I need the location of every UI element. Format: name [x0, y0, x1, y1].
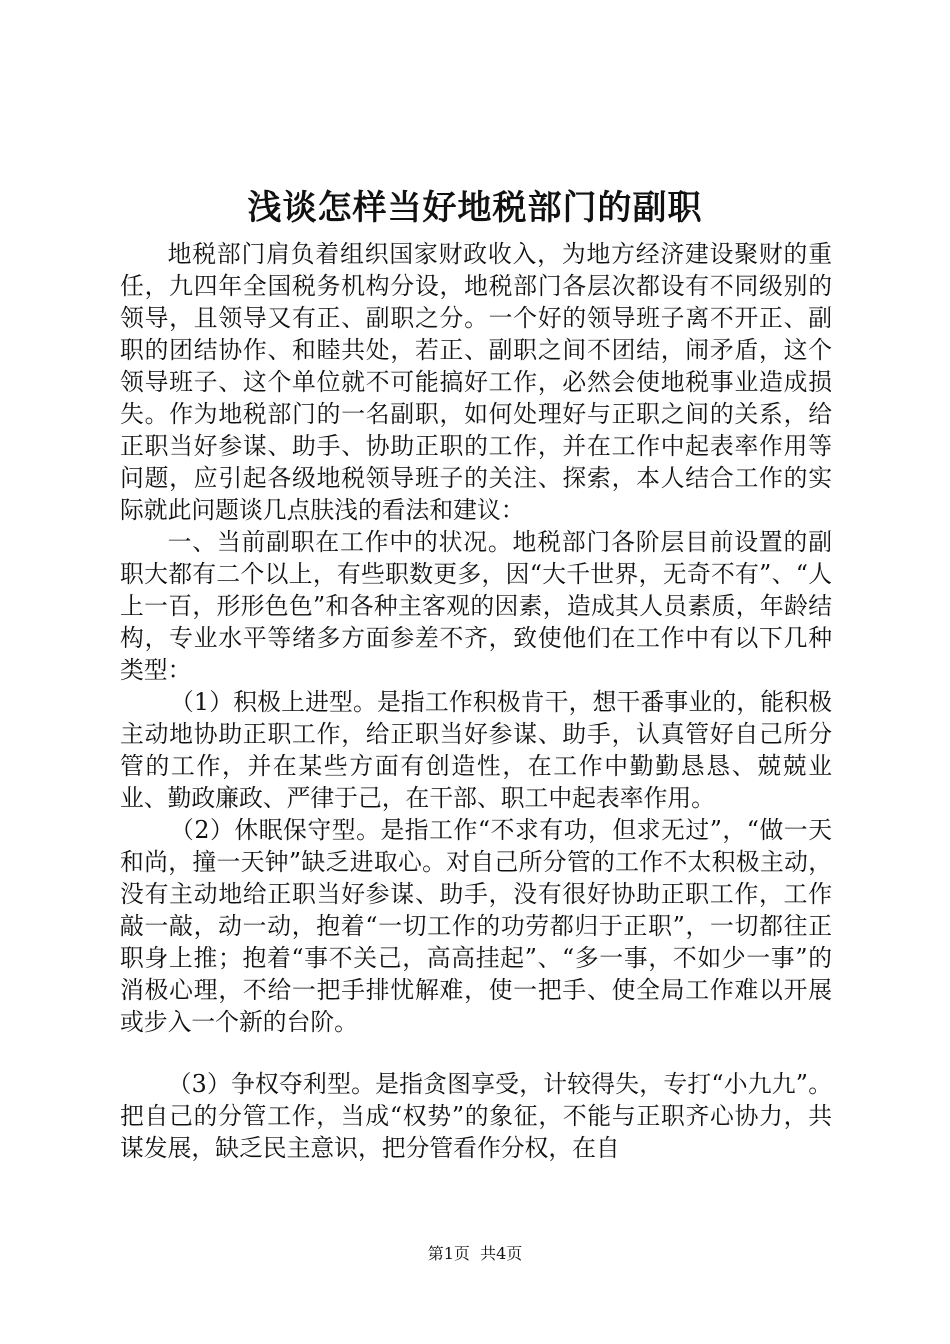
paragraph-type-2: （2）休眠保守型。是指工作“不求有功，但求无过”，“做一天和尚，撞一天钟”缺乏进取心。对自己所分管的工作不太积极主动，没有主动地给正职当好参谋、助手，没有很好协助正职工作，工作敲一敲，动一动，抱着“一切工作的功劳都归于正职”，一切都往正职身上推；抱着“事不关己，高高挂起”、“多一事，不如少一事”的消极心理，不给一把手排忧解难，使一把手、使全局工作难以开展或步入一个新的台阶。 [120, 816, 832, 1036]
paragraph-intro: 地税部门肩负着组织国家财政收入，为地方经济建设聚财的重任，九四年全国税务机构分设，地税部门各层次都设有不同级别的领导，且领导又有正、副职之分。一个好的领导班子离不开正、副职的团结协作、和睦共处，若正、副职之间不团结，闹矛盾，这个领导班子、这个单位就不可能搞好工作，必然会使地税事业造成损失。作为地税部门的一名副职，如何处理好与正职之间的关系，给正职当好参谋、助手、协助正职的工作，并在工作中起表率作用等问题，应引起各级地税领导班子的关注、探索，本人结合工作的实际就此问题谈几点肤浅的看法和建议： [120, 240, 832, 524]
paragraph-gap [120, 1038, 832, 1068]
paragraph-type-1: （1）积极上进型。是指工作积极肯干，想干番事业的，能积极主动地协助正职工作，给正职当好参谋、助手，认真管好自己所分管的工作，并在某些方面有创造性，在工作中勤勤恳恳、兢兢业业、勤政廉政、严律于己，在干部、职工中起表率作用。 [120, 688, 832, 812]
paragraph-section-1: 一、当前副职在工作中的状况。地税部门各阶层目前设置的副职大都有二个以上，有些职数更多，因“大千世界，无奇不有”、“人上一百，形形色色”和各种主客观的因素，造成其人员素质，年龄结构，专业水平等绪多方面参差不齐，致使他们在工作中有以下几种类型： [120, 528, 832, 684]
paragraph-type-3: （3）争权夺利型。是指贪图享受，计较得失，专打“小九九”。把自己的分管工作，当成“权势”的象征，不能与正职齐心协力，共谋发展，缺乏民主意识，把分管看作分权，在自 [120, 1070, 832, 1162]
document-body [120, 238, 832, 1164]
page-number-label: 第1页 共4页 [427, 1244, 523, 1263]
page-footer [0, 1244, 950, 1264]
document-title: 浅谈怎样当好地税部门的副职 [247, 188, 703, 228]
